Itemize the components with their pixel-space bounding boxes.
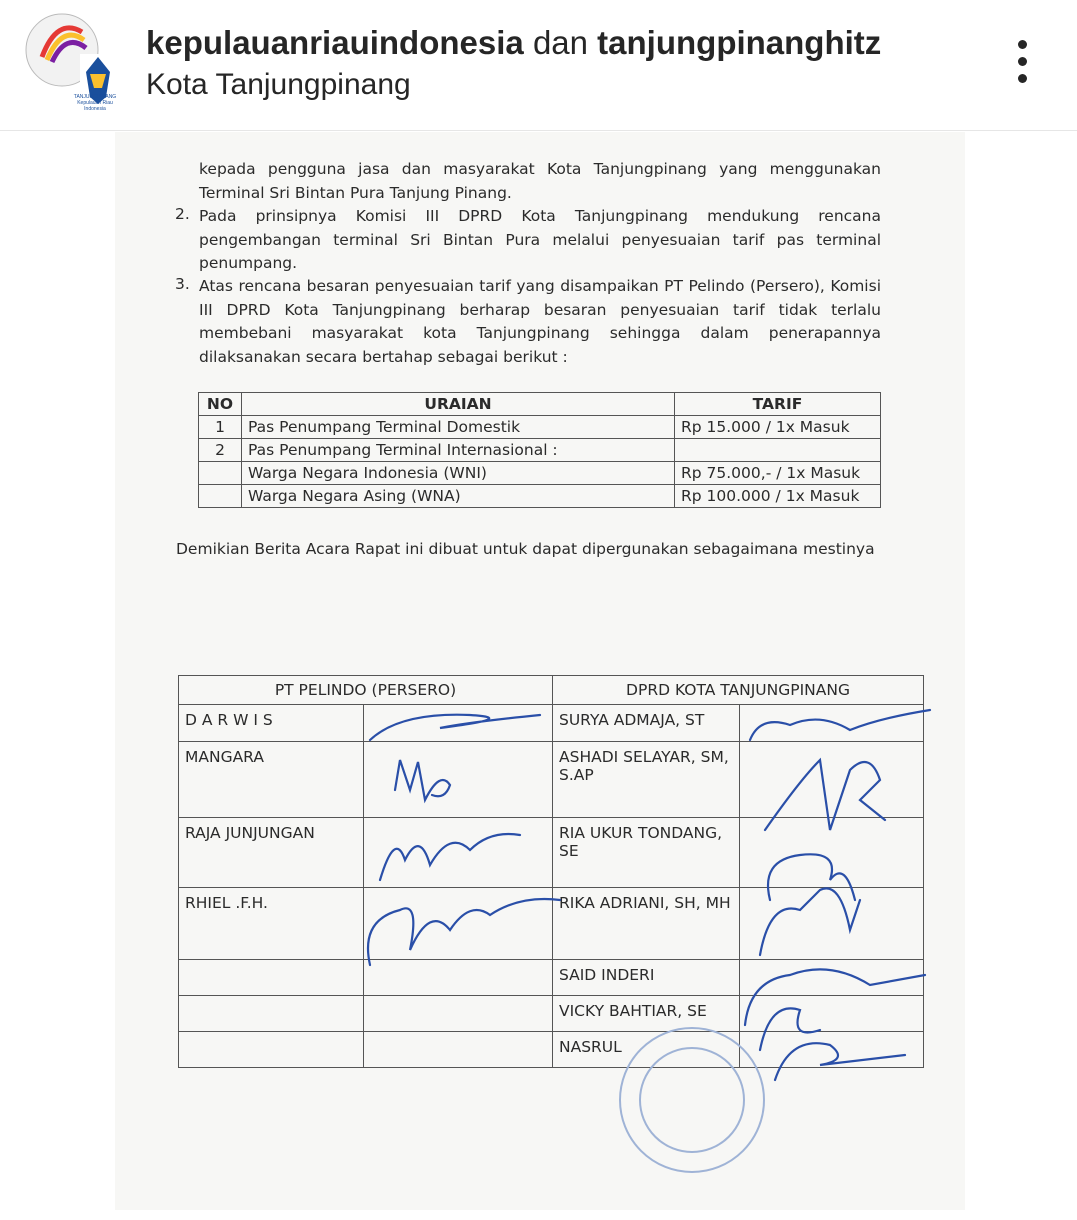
- pelindo-signatory-name: [179, 996, 364, 1032]
- dprd-signatory-name: NASRUL: [553, 1032, 740, 1068]
- cell-uraian: Warga Negara Indonesia (WNI): [242, 462, 675, 485]
- cell-tarif: Rp 100.000 / 1x Masuk: [675, 485, 881, 508]
- signature-cell: [364, 705, 553, 742]
- post-accounts: [146, 24, 881, 62]
- header-no: NO: [199, 393, 242, 416]
- cell-no: 1: [199, 416, 242, 439]
- signature-cell: [364, 960, 553, 996]
- paragraph-continuation: kepada pengguna jasa dan masyarakat Kota Tanjungpinang yang menggunakan Terminal Sri Bintan Pura Tanjung Pinang.: [199, 160, 881, 202]
- account-secondary-link[interactable]: tanjungpinanghitz: [597, 24, 882, 61]
- item-number: 2.: [175, 205, 190, 223]
- signature-row: [179, 888, 924, 960]
- cell-uraian: Pas Penumpang Terminal Internasional :: [242, 439, 675, 462]
- header-dprd: DPRD KOTA TANJUNGPINANG: [553, 676, 924, 705]
- signature-cell: [740, 996, 924, 1032]
- table-row: [199, 439, 881, 462]
- signature-cell: [740, 960, 924, 996]
- pelindo-signatory-name: D A R W I S: [179, 705, 364, 742]
- cell-no: [199, 485, 242, 508]
- pelindo-signatory-name: MANGARA: [179, 742, 364, 818]
- fee-table: [198, 392, 881, 508]
- signature-table: [178, 675, 924, 1068]
- dprd-signatory-name: RIA UKUR TONDANG, SE: [553, 818, 740, 888]
- signature-row: [179, 742, 924, 818]
- pelindo-signatory-name: RAJA JUNJUNGAN: [179, 818, 364, 888]
- cell-tarif: [675, 439, 881, 462]
- item-3-text: Atas rencana besaran penyesuaian tarif yang disampaikan PT Pelindo (Persero), Komisi III DPRD Kota Tanjungpinang berharap besaran penyesuaian tarif tidak terlalu membebani masyarakat kota Tanjungpinang sehingga dalam penerapannya dilaksanakan secara bertahap sebagai berikut :: [199, 277, 881, 366]
- more-vertical-icon[interactable]: [1010, 40, 1034, 86]
- post-header: [0, 0, 1077, 131]
- signature-cell: [740, 1032, 924, 1068]
- pelindo-signatory-name: [179, 1032, 364, 1068]
- dprd-signatory-name: RIKA ADRIANI, SH, MH: [553, 888, 740, 960]
- cell-no: 2: [199, 439, 242, 462]
- signature-cell: [740, 888, 924, 960]
- pelindo-signatory-name: [179, 960, 364, 996]
- cell-tarif: Rp 75.000,- / 1x Masuk: [675, 462, 881, 485]
- signature-row: [179, 705, 924, 742]
- item-2-text: Pada prinsipnya Komisi III DPRD Kota Tanjungpinang mendukung rencana pengembangan terminal Sri Bintan Pura melalui penyesuaian tarif pas terminal penumpang.: [199, 207, 881, 272]
- item-number: 3.: [175, 275, 190, 293]
- header-uraian: URAIAN: [242, 393, 675, 416]
- table-row: [199, 485, 881, 508]
- cell-tarif: Rp 15.000 / 1x Masuk: [675, 416, 881, 439]
- signature-cell: [740, 818, 924, 888]
- table-row: [199, 416, 881, 439]
- signature-row: [179, 996, 924, 1032]
- signature-cell: [740, 742, 924, 818]
- signature-header-row: [179, 676, 924, 705]
- avatar-logo-text: TANJUNGPINANG Kepulauan Riau Indonesia: [73, 94, 117, 112]
- signature-row: [179, 960, 924, 996]
- signature-cell: [740, 705, 924, 742]
- dprd-signatory-name: SAID INDERI: [553, 960, 740, 996]
- signature-cell: [364, 1032, 553, 1068]
- cell-uraian: Pas Penumpang Terminal Domestik: [242, 416, 675, 439]
- dprd-signatory-name: VICKY BAHTIAR, SE: [553, 996, 740, 1032]
- signature-cell: [364, 742, 553, 818]
- closing-statement: Demikian Berita Acara Rapat ini dibuat untuk dapat dipergunakan sebagaimana mestinya: [176, 540, 875, 558]
- signature-row: [179, 1032, 924, 1068]
- signature-cell: [364, 818, 553, 888]
- signature-row: [179, 818, 924, 888]
- signature-cell: [364, 888, 553, 960]
- account-primary-link[interactable]: kepulauanriauindonesia: [146, 24, 524, 61]
- connector-text: dan: [532, 24, 588, 61]
- dprd-signatory-name: SURYA ADMAJA, ST: [553, 705, 740, 742]
- dprd-signatory-name: ASHADI SELAYAR, SM, S.AP: [553, 742, 740, 818]
- location-link[interactable]: Kota Tanjungpinang: [146, 68, 411, 101]
- pelindo-signatory-name: RHIEL .F.H.: [179, 888, 364, 960]
- cell-uraian: Warga Negara Asing (WNA): [242, 485, 675, 508]
- table-header-row: [199, 393, 881, 416]
- header-tarif: TARIF: [675, 393, 881, 416]
- table-row: [199, 462, 881, 485]
- header-pelindo: PT PELINDO (PERSERO): [179, 676, 553, 705]
- signature-cell: [364, 996, 553, 1032]
- cell-no: [199, 462, 242, 485]
